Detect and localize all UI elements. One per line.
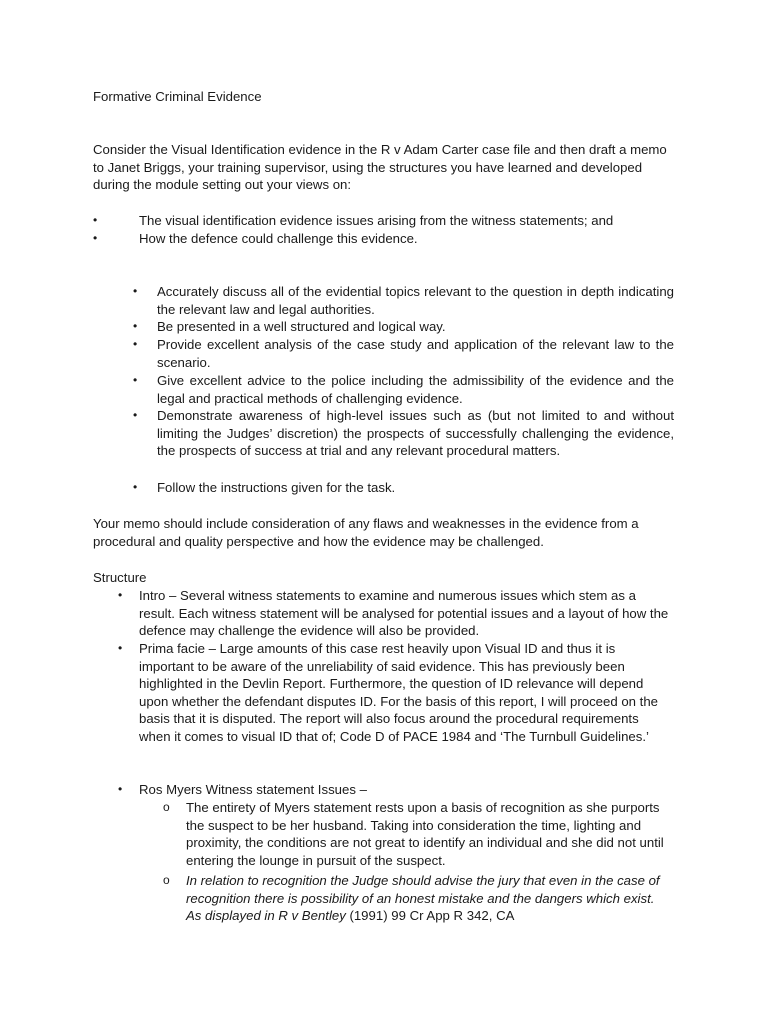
criteria-bullet: Give excellent advice to the police including the admissibility of the evidence and the legal and practical methods of challenging evidence.	[157, 373, 674, 406]
bullet-icon: •	[133, 480, 138, 494]
sub-bullet-icon: o	[163, 873, 170, 887]
structure-item: Prima facie – Large amounts of this case rest heavily upon Visual ID and thus it is important to be aware of the unreliability of said evidence. This has previously been highlighted in the Devlin Report. Furthermore, the question of ID relevance will depend upon whether the defendant disputes ID. For the basis of this report, I will proceed on the basis that it is disputed. The report will also focus around the procedural requirements when it comes to visual ID that of; Code D of PACE 1984 and ‘The Turnbull Guidelines.’	[139, 641, 659, 744]
structure-item: Ros Myers Witness statement Issues –	[139, 782, 367, 797]
sub-item	[186, 872, 666, 925]
bullet-icon: •	[118, 782, 123, 796]
task-bullet: The visual identification evidence issues arising from the witness statements; and	[139, 213, 614, 228]
sub-item: The entirety of Myers statement rests upon a basis of recognition as she purports the suspect to be her husband. Taking into consideration the time, lighting and proximity, the conditions are not great to identify an individual and she did not until entering the lounge in pursuit of the suspect.	[186, 800, 664, 868]
bullet-icon: •	[133, 337, 138, 351]
sub-bullet-icon: o	[163, 800, 170, 814]
bullet-icon: •	[133, 408, 138, 422]
intro-paragraph: Consider the Visual Identification evidence in the R v Adam Carter case file and then draft a memo to Janet Briggs, your training supervisor, using the structures you have learned and developed during the module setting out your views on:	[93, 142, 667, 193]
bullet-icon: •	[118, 641, 123, 655]
structure-heading: Structure	[93, 570, 147, 585]
bullet-icon: •	[93, 231, 98, 245]
sub-item-citation: (1991) 99 Cr App R 342, CA	[345, 908, 515, 924]
structure-item: Intro – Several witness statements to examine and numerous issues which stem as a result. Each witness statement will be analysed for potential issues and a layout of how the defence may challenge the evidence will also be provided.	[139, 588, 669, 639]
criteria-bullet: Demonstrate awareness of high-level issues such as (but not limited to and without limiting the Judges’ discretion) the prospects of successfully challenging the evidence, the prospects of success at trial and any relevant procedural matters.	[157, 408, 674, 459]
criteria-bullet: Be presented in a well structured and logical way.	[157, 319, 446, 334]
criteria-bullet: Provide excellent analysis of the case study and application of the relevant law to the scenario.	[157, 337, 674, 370]
bullet-icon: •	[118, 588, 123, 602]
bullet-icon: •	[93, 213, 98, 227]
criteria-bullet: Follow the instructions given for the task.	[157, 480, 396, 495]
sub-item-italic-text: In relation to recognition the Judge should advise the jury that even in the case of recognition there is possibility of an honest mistake and the dangers which exist. As displayed in R v Bentley	[186, 873, 660, 924]
bullet-icon: •	[133, 284, 138, 298]
document-title: Formative Criminal Evidence	[93, 89, 262, 104]
criteria-bullet: Accurately discuss all of the evidential topics relevant to the question in depth indicating the relevant law and legal authorities.	[157, 284, 674, 317]
bullet-icon: •	[133, 373, 138, 387]
bullet-icon: •	[133, 319, 138, 333]
task-bullet: How the defence could challenge this evidence.	[139, 231, 418, 246]
memo-note: Your memo should include consideration of any flaws and weaknesses in the evidence from a procedural and quality perspective and how the evidence may be challenged.	[93, 516, 639, 549]
